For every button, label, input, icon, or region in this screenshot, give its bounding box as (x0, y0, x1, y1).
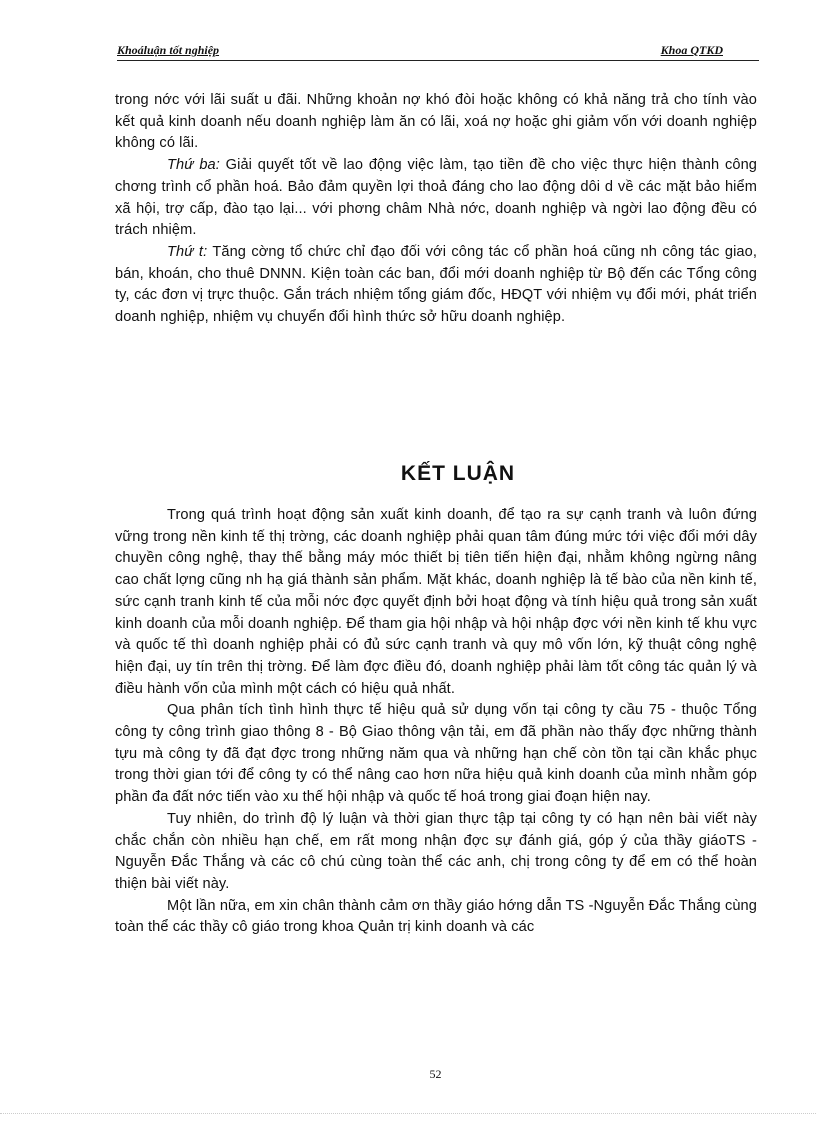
header-left: Khoáluận tốt nghiệp (117, 43, 220, 57)
intro-paragraph-2 (115, 155, 757, 242)
page-header (117, 40, 759, 61)
intro-paragraph-1: trong nớc với lãi suất u đãi. Những khoản nợ khó đòi hoặc không có khả năng trả cho tính vào kết quả kinh doanh nếu doanh nghiệp làm ăn có lãi, xoá nợ hoặc ghi giảm vốn với doanh nghiệp không có lãi. (115, 92, 757, 152)
conclusion-section (115, 505, 757, 939)
intro-paragraph-3 (115, 242, 757, 329)
paragraph-text: Giải quyết tốt về lao động việc làm, tạo tiền đề cho việc thực hiện thành công chơng trình cổ phần hoá. Bảo đảm quyền lợi thoả đáng cho lao động dôi d về các mặt bảo hiểm xã hội, trợ cấp, đào tạo lại... với phơng châm Nhà nớc, doanh nghiệp và ngời lao động đều có trách nhiệm. (115, 157, 758, 239)
conclusion-paragraph-3: Tuy nhiên, do trình độ lý luận và thời gian thực tập tại công ty có hạn nên bài viết này chắc chắn còn nhiều hạn chế, em rất mong nhận đợc sự đánh giá, góp ý của thầy giáoTS - Nguyễn Đắc Thắng và các cô chú cùng toàn thể các anh, chị trong công ty để em có thể hoàn thiện bài viết này. (115, 810, 757, 892)
footer-divider (0, 1113, 816, 1114)
header-right: Khoa QTKD (660, 43, 723, 57)
conclusion-paragraph-4: Một lần nữa, em xin chân thành cảm ơn thầy giáo hớng dẫn TS -Nguyễn Đắc Thắng cùng toàn thể các thầy cô giáo trong khoa Quản trị kinh doanh và các (115, 897, 757, 936)
intro-section (115, 90, 757, 329)
conclusion-paragraph-1: Trong quá trình hoạt động sản xuất kinh doanh, để tạo ra sự cạnh tranh và luôn đứng vững trong nền kinh tế thị trờng, các doanh nghiệp phải quan tâm đúng mức tới việc đổi mới dây chuyền công nghệ, thay thế bằng máy móc thiết bị tiên tiến hiện đại, nhằm không ngừng nâng cao chất lợng cũng nh hạ giá thành sản phẩm. Mặt khác, doanh nghiệp là tế bào của nền kinh tế, sức cạnh tranh kinh tế của mỗi nớc đợc quyết định bởi hoạt động và tính hiệu quả trong sản xuất kinh doanh của mỗi doanh nghiệp. Để tham gia hội nhập và hội nhập đợc với nền kinh tế khu vực và quốc tế thì doanh nghiệp phải có đủ sức cạnh tranh và quy mô vốn lớn, kỹ thuật công nghệ hiện đại, uy tín trên thị trờng. Để làm đợc điều đó, doanh nghiệp phải làm tốt công tác quản lý và điều hành vốn của mình một cách có hiệu quả nhất. (115, 507, 757, 697)
conclusion-paragraph-2: Qua phân tích tình hình thực tế hiệu quả sử dụng vốn tại công ty cầu 75 - thuộc Tổng công ty công trình giao thông 8 - Bộ Giao thông vận tải, em đã phần nào thấy đợc những thành tựu mà công ty đã đạt đợc trong những năm qua và những hạn chế còn tồn tại cần khắc phục trong thời gian tới để công ty có thể nâng cao hơn nữa hiệu quả kinh doanh của mình nhằm góp phần đa đất nớc tiến vào xu thế hội nhập và quốc tế hoá trong giai đoạn hiện nay. (115, 702, 757, 806)
paragraph-lead: Thứ ba: (167, 157, 220, 174)
paragraph-lead: Thứ t: (167, 243, 208, 260)
conclusion-title: KẾT LUẬN (400, 462, 516, 485)
paragraph-text: Tăng cờng tổ chức chỉ đạo đối với công tác cổ phần hoá cũng nh công tác giao, bán, khoán, cho thuê DNNN. Kiện toàn các ban, đổi mới doanh nghiệp từ Bộ đến các Tổng công ty, các đơn vị trực thuộc. Gắn trách nhiệm tổng giám đốc, HĐQT với nhiệm vụ đổi mới, phát triển doanh nghiệp, nhiệm vụ chuyển đổi hình thức sở hữu doanh nghiệp. (115, 243, 757, 326)
page-number: 52 (429, 1067, 442, 1081)
